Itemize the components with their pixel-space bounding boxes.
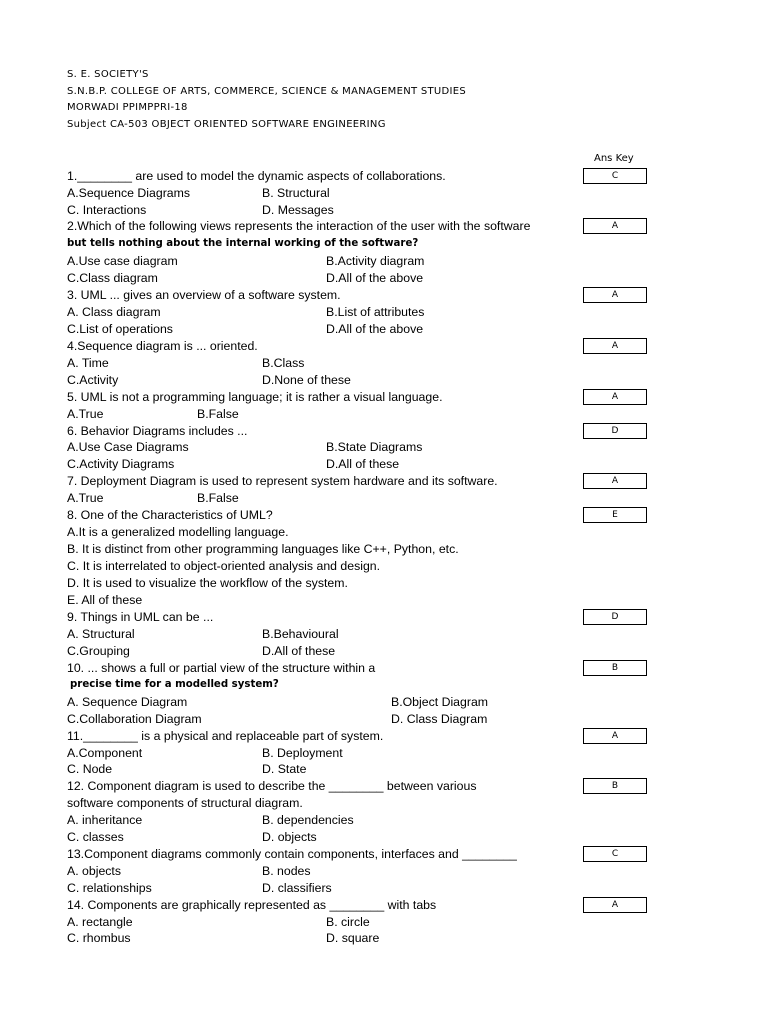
question-11-answer-box: A <box>583 728 647 744</box>
question-10-text-cont: precise time for a modelled system? <box>70 679 279 690</box>
question-12-answer-box: B <box>583 778 647 794</box>
college-address: MORWADI PPIMPPRI-18 <box>67 102 188 113</box>
question-5-option-b: B.False <box>197 407 239 421</box>
question-10-option-b: B.Object Diagram <box>391 695 489 709</box>
question-2-option-b: B.Activity diagram <box>326 254 425 268</box>
question-14-option-a: A. rectangle <box>67 915 133 929</box>
question-1-option-d: D. Messages <box>262 203 334 217</box>
question-14-answer-box: A <box>583 897 647 913</box>
question-2-text: 2.Which of the following views represents the interaction of the user with the software <box>67 219 531 233</box>
question-6-option-c: C.Activity Diagrams <box>67 457 175 471</box>
question-11-text: 11.________ is a physical and replaceable part of system. <box>67 729 384 743</box>
answer-key-heading: Ans Key <box>594 153 634 164</box>
question-2-text-cont: but tells nothing about the internal working of the software? <box>67 238 419 249</box>
question-11-option-a: A.Component <box>67 746 143 760</box>
question-3-option-a: A. Class diagram <box>67 305 161 319</box>
question-1-answer-box: C <box>583 168 647 184</box>
college-name: S.N.B.P. COLLEGE OF ARTS, COMMERCE, SCIENCE & MANAGEMENT STUDIES <box>67 86 467 97</box>
question-10-option-d: D. Class Diagram <box>391 712 488 726</box>
question-4-option-d: D.None of these <box>262 373 351 387</box>
question-9-option-b: B.Behavioural <box>262 627 339 641</box>
question-6-option-a: A.Use Case Diagrams <box>67 440 189 454</box>
question-11-option-c: C. Node <box>67 762 113 776</box>
question-2-answer-box: A <box>583 218 647 234</box>
question-2-option-c: C.Class diagram <box>67 271 158 285</box>
question-12-text: 12. Component diagram is used to describe the ________ between various <box>67 779 477 793</box>
question-9-answer-box: D <box>583 609 647 625</box>
question-1-option-a: A.Sequence Diagrams <box>67 186 191 200</box>
question-2-option-a: A.Use case diagram <box>67 254 178 268</box>
question-6-text: 6. Behavior Diagrams includes ... <box>67 424 248 438</box>
question-7-option-a: A.True <box>67 491 104 505</box>
question-9-text: 9. Things in UML can be ... <box>67 610 214 624</box>
question-8-option-d: D. It is used to visualize the workflow of the system. <box>67 576 348 590</box>
question-14-option-c: C. rhombus <box>67 931 131 945</box>
question-7-answer-box: A <box>583 473 647 489</box>
question-1-option-c: C. Interactions <box>67 203 147 217</box>
question-4-option-b: B.Class <box>262 356 305 370</box>
question-13-option-b: B. nodes <box>262 864 311 878</box>
question-9-option-c: C.Grouping <box>67 644 130 658</box>
question-13-answer-box: C <box>583 846 647 862</box>
question-12-option-b: B. dependencies <box>262 813 354 827</box>
question-7-option-b: B.False <box>197 491 239 505</box>
question-10-option-a: A. Sequence Diagram <box>67 695 188 709</box>
question-4-text: 4.Sequence diagram is ... oriented. <box>67 339 258 353</box>
question-3-option-d: D.All of the above <box>326 322 424 336</box>
question-5-option-a: A.True <box>67 407 104 421</box>
question-9-option-a: A. Structural <box>67 627 135 641</box>
question-14-text: 14. Components are graphically represented as ________ with tabs <box>67 898 437 912</box>
question-4-option-c: C.Activity <box>67 373 119 387</box>
question-4-option-a: A. Time <box>67 356 109 370</box>
question-12-text-cont: software components of structural diagram. <box>67 796 303 810</box>
question-12-option-a: A. inheritance <box>67 813 143 827</box>
question-3-option-b: B.List of attributes <box>326 305 425 319</box>
question-7-text: 7. Deployment Diagram is used to represent system hardware and its software. <box>67 474 498 488</box>
question-3-option-c: C.List of operations <box>67 322 173 336</box>
question-8-text: 8. One of the Characteristics of UML? <box>67 508 273 522</box>
subject-title: Subject CA-503 OBJECT ORIENTED SOFTWARE ENGINEERING <box>67 119 386 130</box>
question-2-option-d: D.All of the above <box>326 271 424 285</box>
question-3-text: 3. UML ... gives an overview of a software system. <box>67 288 341 302</box>
question-8-option-e: E. All of these <box>67 593 143 607</box>
question-13-option-a: A. objects <box>67 864 121 878</box>
question-6-option-d: D.All of these <box>326 457 400 471</box>
question-1-text: 1.________ are used to model the dynamic aspects of collaborations. <box>67 169 446 183</box>
question-13-option-d: D. classifiers <box>262 881 332 895</box>
question-8-answer-box: E <box>583 507 647 523</box>
question-11-option-d: D. State <box>262 762 307 776</box>
question-5-text: 5. UML is not a programming language; it is rather a visual language. <box>67 390 443 404</box>
question-13-text: 13.Component diagrams commonly contain components, interfaces and ________ <box>67 847 517 861</box>
question-8-option-c: C. It is interrelated to object-oriented analysis and design. <box>67 559 381 573</box>
question-8-option-a: A.It is a generalized modelling language. <box>67 525 289 539</box>
question-12-option-c: C. classes <box>67 830 124 844</box>
question-13-option-c: C. relationships <box>67 881 152 895</box>
question-6-answer-box: D <box>583 423 647 439</box>
question-3-answer-box: A <box>583 287 647 303</box>
society-name: S. E. SOCIETY'S <box>67 69 149 80</box>
question-5-answer-box: A <box>583 389 647 405</box>
question-1-option-b: B. Structural <box>262 186 330 200</box>
question-12-option-d: D. objects <box>262 830 317 844</box>
question-10-answer-box: B <box>583 660 647 676</box>
question-8-option-b: B. It is distinct from other programming languages like C++, Python, etc. <box>67 542 459 556</box>
question-10-option-c: C.Collaboration Diagram <box>67 712 202 726</box>
question-11-option-b: B. Deployment <box>262 746 343 760</box>
question-14-option-b: B. circle <box>326 915 370 929</box>
question-10-text: 10. ... shows a full or partial view of the structure within a <box>67 661 376 675</box>
question-9-option-d: D.All of these <box>262 644 336 658</box>
question-4-answer-box: A <box>583 338 647 354</box>
question-14-option-d: D. square <box>326 931 380 945</box>
question-6-option-b: B.State Diagrams <box>326 440 423 454</box>
